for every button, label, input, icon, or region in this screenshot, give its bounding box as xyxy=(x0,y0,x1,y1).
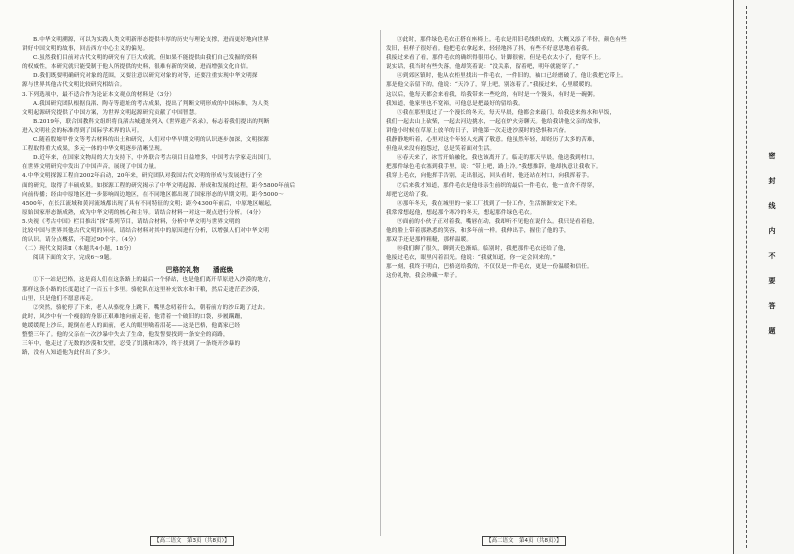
text-line: 我穿上毛衣，向他挥手告别，走出很远，回头看时，他还站在村口，向我挥着手。 xyxy=(386,173,593,180)
text-line: 讲好中国文明的故事，回击西方中心主义的偏见。 xyxy=(22,46,149,53)
binding-strip xyxy=(733,0,794,554)
page-divider xyxy=(380,30,381,536)
binding-char: 封 xyxy=(768,176,776,185)
text-line: A.我国研究团队根据良渚、陶寺等遗址的考古成果，提出了判断文明形成的中国标准，为人类 xyxy=(33,100,269,107)
text-line: ⑩我们聊了很久，聊到天色渐暗。临别时，我把那件毛衣还给了他， xyxy=(397,246,570,253)
text-line: 我接过来看了看，那件毛衣的确织得很用心，针脚很密，但是毛衣太小了，他穿不上。 xyxy=(386,55,605,62)
footer-left: 【高二语文 第3页（共8页）】 xyxy=(150,536,234,546)
text-line: 我知道，他家里也不宽裕，可他总是把最好的留给我。 xyxy=(386,100,524,107)
text-line: 5.央视《考古中国》栏目推出“探”系列节目，请结合材料，分析中华文明与世界文明的 xyxy=(22,218,241,225)
text-line: 我常常想起他，想起那个寒冷的冬天，想起那件绿色毛衣。 xyxy=(386,209,536,216)
text-line: ⑥春天来了，冰雪开始融化，我也该离开了。临走的那天早晨，他送我到村口， xyxy=(397,155,599,162)
text-line: 源与世界其他古代文明比较研究相结合。 xyxy=(22,82,126,89)
text-line: 那是他父亲留下的，他说：“天冷了，穿上吧，别冻着了。”我接过来，心里暖暖的。 xyxy=(386,82,596,89)
text-line: 在世界文明研究中发出了中国声音，展现了中国力量。 xyxy=(22,164,160,171)
binding-char: 不 xyxy=(768,251,776,260)
text-line: 4500年，在长江流域和黄河流域都出现了具有不同特征的文明；距今4300年前后，中原地区崛起， xyxy=(22,200,276,207)
text-line: 向前传播；经由中原地区进一步影响周边地区，在不同地区都出现了国家形态的早期文明。距今5000～ xyxy=(22,191,284,198)
text-line: 此时，风沙中有一个瘦弱的身影正艰难地向前走着，他背着一个破旧的口袋，步履蹒跚， xyxy=(22,313,247,320)
right-page-lines xyxy=(386,36,708,281)
text-line: 4.中华文明探源工程自2002年启动，20年来，研究团队对我国古代文明的形成与发展进行了全 xyxy=(22,173,263,180)
text-line: 那样这条小路的长度超过了一百五十多里。骆驼队在这里补充饮水和干粮，然后走进茫茫沙漠， xyxy=(22,286,264,293)
text-line: 我静静地听着，心里对这个年轻人充满了敬意。他虽然年轻，却经历了太多的苦难， xyxy=(386,137,599,144)
text-line: 工程取得重大成果，多元一体的中华文明逐步清晰呈现。 xyxy=(22,146,166,153)
text-line: ⑨面前的小伙子正对着我，嘴唇在动，我却听不见他在说什么。我只是看着他， xyxy=(397,218,599,225)
text-line: 发旧，但样子很好看。他把毛衣拿起来，轻轻地抖了抖，有些不好意思地看着我。 xyxy=(386,46,593,53)
story-lines xyxy=(22,276,377,357)
text-line: 把那件绿色毛衣塞到我手里，说：“带上吧，路上冷。”我想推辞，他却执意让我收下。 xyxy=(386,164,602,171)
text-line: 这份礼物，我会珍藏一辈子。 xyxy=(386,273,461,280)
text-line: ④到郊区镇时，他从衣柜里找出一件毛衣，一件旧的，袖口已经磨破了，他让我把它带上。 xyxy=(397,73,627,80)
text-line: ⑦后来我才知道，那件毛衣是他母亲生前织的最后一件毛衣，他一直舍不得穿， xyxy=(397,182,599,189)
binding-char: 密 xyxy=(768,151,776,160)
text-line: 的权威性，本研究就只能受制于他人所提供的史料，很难有新的突破，进而增强文化自信。 xyxy=(22,64,252,71)
binding-dashed-line xyxy=(746,6,747,548)
text-line: D.我们既要明确研究对象的范围，又要注意以研究对象的对等，还要注重实现中华文明探 xyxy=(33,73,258,80)
text-line: 比较中国与世界其他古代文明的异同，请结合材料对其中的原因进行分析，以增强人们对中华文明 xyxy=(22,227,269,234)
text-line: 这以后，他每天都会来看我，给我带来一些吃的，有时是一个馒头，有时是一碗粥。 xyxy=(386,91,599,98)
binding-char: 线 xyxy=(768,201,776,210)
text-line: 那一刻，我终于明白，巴格送给我的，不仅仅是一件毛衣，更是一份温暖和信任。 xyxy=(386,264,593,271)
story-title: 巴格的礼物 潘庭焕 xyxy=(165,265,234,274)
text-line: 但他从来没有抱怨过，总是笑着面对生活。 xyxy=(386,146,496,153)
left-page xyxy=(22,0,377,554)
text-line: 阅读下面的文字，完成6～9题。 xyxy=(33,255,116,262)
text-line: 他的脸上带着那熟悉的笑容，和多年前一样。我伸出手，握住了他的手， xyxy=(386,227,570,234)
text-line: 路，没有人知道他为此付出了多少。 xyxy=(22,350,114,357)
text-line: 他接过毛衣，眼里闪着泪光。他说：“我就知道，你一定会回来的。” xyxy=(386,255,556,262)
text-line: 文明起源研究提供了中国方案，为世界文明起源研究贡献了中国智慧。 xyxy=(22,109,201,116)
text-line: ③此时，那件绿色毛衣正搭在座椅上。毛衣是用旧毛线织成的，大概又添了半份，颜色有些 xyxy=(397,37,627,43)
text-line: ⑧那年冬天，我在城里的一家工厂找到了一份工作，生活渐渐安定下来。 xyxy=(397,200,581,207)
text-line: 原始国家形态渐成熟，成为中华文明的核心和主导。请结合材料一对这一观点进行分析。（4分） xyxy=(22,209,265,216)
text-line: 山里，只是他们不愿意再走。 xyxy=(22,295,97,302)
text-line: B.中华文明溯源，可以为实践人类文明新形态提供丰厚的历史与理论支撑，进而更好地向世界 xyxy=(33,37,269,43)
footer-right: 【高二语文 第4页（共8页）】 xyxy=(482,536,566,546)
text-line: 说实话，我当时有些失落，他却笑着说：“没关系，留着吧，明年就能穿了。” xyxy=(386,64,579,71)
text-line: 整整三年了。他的父亲在一次沙暴中失去了生命，他发誓要找到一条安全的商路， xyxy=(22,332,229,338)
text-line: D.近年来，在国家文物局的大力支持下，中外联合考古项目日益增多，中国考古学家走出国门， xyxy=(33,155,275,162)
text-line: 进入文明社会的标准得到了国际学术界的认可。 xyxy=(22,127,143,134)
text-line: C.随着殷墟甲骨文等考古材料的出土和研究，人们对中华早期文明的认识逐步加深，文明探源 xyxy=(33,137,269,144)
binding-char: 内 xyxy=(768,226,776,235)
text-line: 面的研究，取得了丰硕成果。如探源工程的研究揭示了中华文明起源、形成和发展的过程，距今5800年前后 xyxy=(22,182,296,189)
left-page-lines xyxy=(22,36,377,263)
text-line: 讲他小时候在草原上放羊的日子，讲他第一次走进沙漠时的恐惧和兴奋。 xyxy=(386,127,570,134)
binding-char: 答 xyxy=(768,301,776,310)
text-line: 却把它送给了我。 xyxy=(386,191,432,198)
text-line: 三年中，他走过了无数的沙漠和戈壁，忍受了饥饿和寒冷，终于找到了一条绕开沙暴的 xyxy=(22,341,241,348)
text-line: C.虽然我们目前对古代文明的研究有了巨大成就，但如果不能提供由我们自己发掘的资料 xyxy=(33,55,258,62)
binding-seal-text xyxy=(766,150,778,337)
text-line: 我们一起去山上砍柴，一起去河边挑水，一起在炉火旁聊天。他给我讲他父亲的故事， xyxy=(386,118,605,125)
binding-char: 题 xyxy=(768,326,776,335)
text-line: ①下一站是巴格，这是商人们在这条路上的最后一个驿站，也是他们离开草原进入沙漠的地方， xyxy=(33,277,275,284)
text-line: ⑤我在那里度过了一个漫长的冬天，每天早晨，他都会来敲门，给我送来热水和早饭， xyxy=(397,109,616,116)
text-line: 3.下列选项中，最不适合作为论证本文观点的材料是（3分） xyxy=(22,91,175,98)
text-line: ②突然，骆驼停了下来，老人从骆驼身上跳下，嘴里念叨着什么，朝着前方的沙丘跑了过去。 xyxy=(33,304,269,311)
text-line: 的认识。请分点概括，不超过90个字。（4分） xyxy=(22,237,140,244)
text-line: 那双手还是那样粗糙，那样温暖。 xyxy=(386,237,473,244)
text-line: （二）现代文阅读Ⅱ（本题共4小题，18分） xyxy=(22,246,135,253)
text-line: 她缓缓爬上沙丘，跪倒在老人的面前，老人的眼里噙着泪花——这是巴格，他离家已经 xyxy=(22,322,241,329)
right-page xyxy=(386,0,708,554)
text-line: B.2019年，联合国教科文组织将良渚古城遗址列入《世界遗产名录》，标志着我们提出的判断 xyxy=(33,118,270,125)
binding-char: 要 xyxy=(768,276,776,285)
